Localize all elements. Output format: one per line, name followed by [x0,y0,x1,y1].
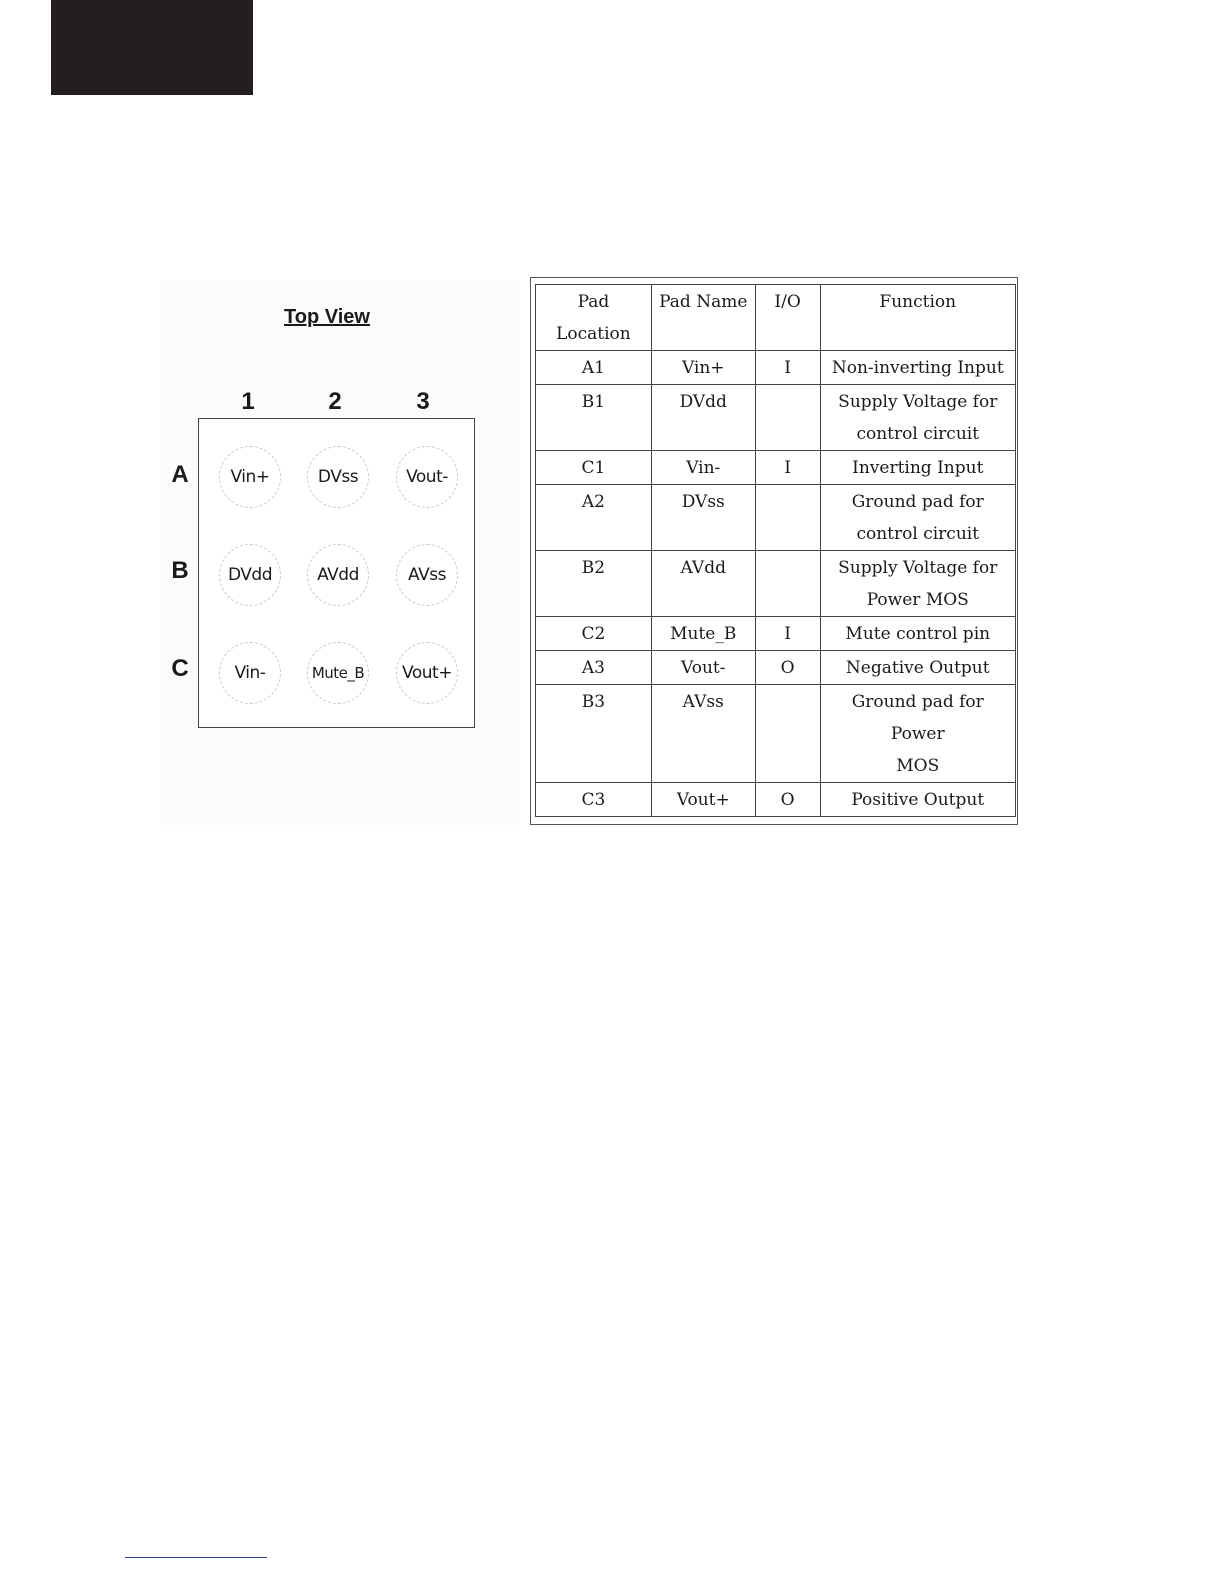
cell-location: A1 [536,351,652,385]
cell-location: C2 [536,617,652,651]
cell-io: I [755,451,820,485]
cell-function [820,651,1015,685]
header-pad-location [536,285,652,351]
table-row [536,385,1016,451]
cell-function [820,351,1015,385]
cell-pad-name: DVdd [651,385,755,451]
header-corner-block [51,0,253,95]
cell-function-line2: control circuit [856,524,980,544]
pad-c2-label: Mute_B [311,664,365,682]
table-row [536,685,1016,783]
pad-a2-label: DVss [317,467,359,487]
pad-c3-label: Vout+ [402,663,452,683]
cell-pad-name: AVss [651,685,755,783]
cell-function [820,451,1015,485]
pad-b3 [396,544,458,606]
pad-b1 [219,544,281,606]
header-pad-name: Pad Name [651,285,755,351]
cell-io: O [755,783,820,817]
cell-function-line1: Non-inverting Input [831,358,1004,378]
table-header-row [536,285,1016,351]
figure-title: Top View [284,306,370,328]
cell-location: C1 [536,451,652,485]
header-pad-location-line2: Location [556,324,631,344]
column-label-1: 1 [241,388,255,415]
cell-function [820,385,1015,451]
cell-function-line1: Supply Voltage for [838,558,998,578]
table-row [536,651,1016,685]
pad-a1 [219,446,281,508]
cell-function-line1: Negative Output [845,658,990,678]
cell-location: B1 [536,385,652,451]
cell-function [820,485,1015,551]
cell-function [820,617,1015,651]
pad-c3 [396,642,458,704]
cell-function [820,783,1015,817]
cell-pad-name: Vin- [651,451,755,485]
pad-a2 [307,446,369,508]
row-label-b: B [171,557,189,584]
header-io: I/O [755,285,820,351]
cell-function [820,685,1015,783]
footer-rule [125,1557,267,1558]
cell-pad-name: DVss [651,485,755,551]
pad-b1-label: DVdd [227,565,272,585]
cell-io: O [755,651,820,685]
cell-io [755,685,820,783]
table-row [536,617,1016,651]
cell-io: I [755,617,820,651]
cell-pad-name: Vin+ [651,351,755,385]
cell-function-line2: Power MOS [866,590,969,610]
cell-io [755,551,820,617]
pad-c2 [307,642,369,704]
table-row [536,351,1016,385]
pad-b2-label: AVdd [317,565,359,585]
pad-description-table [535,284,1016,817]
cell-pad-name: AVdd [651,551,755,617]
pad-c1-label: Vin- [234,663,266,683]
column-label-3: 3 [416,388,430,415]
cell-location: A2 [536,485,652,551]
cell-pad-name: Mute_B [651,617,755,651]
cell-location: B2 [536,551,652,617]
cell-io: I [755,351,820,385]
cell-location: C3 [536,783,652,817]
pad-a1-label: Vin+ [230,467,270,487]
table-row [536,783,1016,817]
cell-location: A3 [536,651,652,685]
header-function: Function [820,285,1015,351]
cell-io [755,385,820,451]
pad-b3-label: AVss [408,565,446,585]
cell-function-line1: Supply Voltage for [838,392,998,412]
table-row [536,485,1016,551]
cell-location: B3 [536,685,652,783]
pad-a3 [396,446,458,508]
cell-function-line1: Ground pad for Power [851,692,984,744]
cell-function-line2: MOS [896,756,940,776]
cell-function-line1: Inverting Input [852,458,984,478]
cell-function-line2: control circuit [856,424,980,444]
cell-function-line1: Mute control pin [845,624,991,644]
column-label-2: 2 [328,388,342,415]
cell-function-line1: Positive Output [851,790,985,810]
header-pad-location-line1: Pad [577,292,610,312]
pad-c1 [219,642,281,704]
pad-a3-label: Vout- [406,467,448,487]
cell-function-line1: Ground pad for [851,492,984,512]
cell-function [820,551,1015,617]
cell-pad-name: Vout+ [651,783,755,817]
table-row [536,451,1016,485]
table-row [536,551,1016,617]
row-label-a: A [171,461,189,488]
pad-b2 [307,544,369,606]
row-label-c: C [171,655,189,682]
cell-pad-name: Vout- [651,651,755,685]
cell-io [755,485,820,551]
